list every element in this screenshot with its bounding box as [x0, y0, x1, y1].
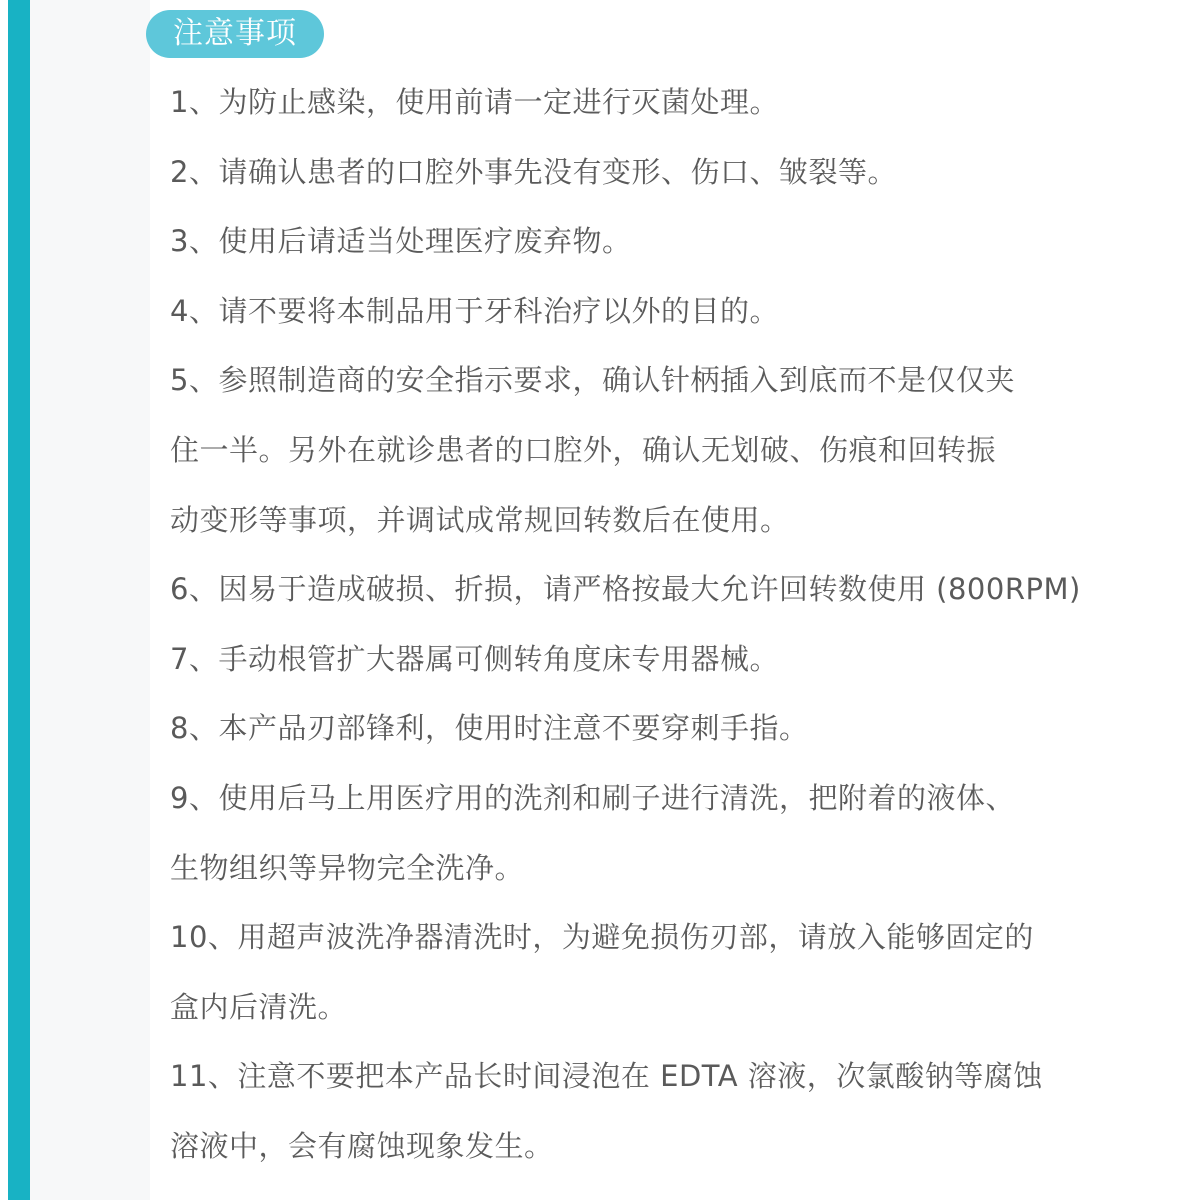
note-line: 溶液中，会有腐蚀现象发生。: [170, 1128, 554, 1163]
notes-list: [170, 68, 1170, 1182]
note-line: 住一半。另外在就诊患者的口腔外，确认无划破、伤痕和回转振: [170, 432, 997, 467]
note-line: 5、参照制造商的安全指示要求，确认针柄插入到底而不是仅仅夹: [170, 363, 1015, 398]
note-line: 6、因易于造成破损、折损，请严格按最大允许回转数使用 (800RPM): [170, 572, 1081, 607]
note-line: 盒内后清洗。: [170, 989, 348, 1024]
note-line: 10、用超声波洗净器清洗时，为避免损伤刃部，请放入能够固定的: [170, 920, 1034, 955]
note-line: 7、手动根管扩大器属可侧转角度床专用器械。: [170, 641, 779, 676]
accent-bar: [8, 0, 30, 1200]
note-line: 3、使用后请适当处理医疗废弃物。: [170, 224, 632, 259]
left-gutter: [30, 0, 150, 1200]
section-title: 注意事项: [146, 10, 324, 58]
note-line: 动变形等事项，并调试成常规回转数后在使用。: [170, 502, 790, 537]
note-line: 4、请不要将本制品用于牙科治疗以外的目的。: [170, 293, 779, 328]
note-line: 8、本产品刃部锋利，使用时注意不要穿刺手指。: [170, 711, 809, 746]
note-line: 11、注意不要把本产品长时间浸泡在 EDTA 溶液，次氯酸钠等腐蚀: [170, 1059, 1043, 1094]
note-line: 1、为防止感染，使用前请一定进行灭菌处理。: [170, 85, 779, 119]
note-line: 2、请确认患者的口腔外事先没有变形、伤口、皱裂等。: [170, 154, 897, 189]
note-line: 生物组织等异物完全洗净。: [170, 850, 525, 885]
note-line: 9、使用后马上用医疗用的洗剂和刷子进行清洗，把附着的液体、: [170, 780, 1015, 815]
